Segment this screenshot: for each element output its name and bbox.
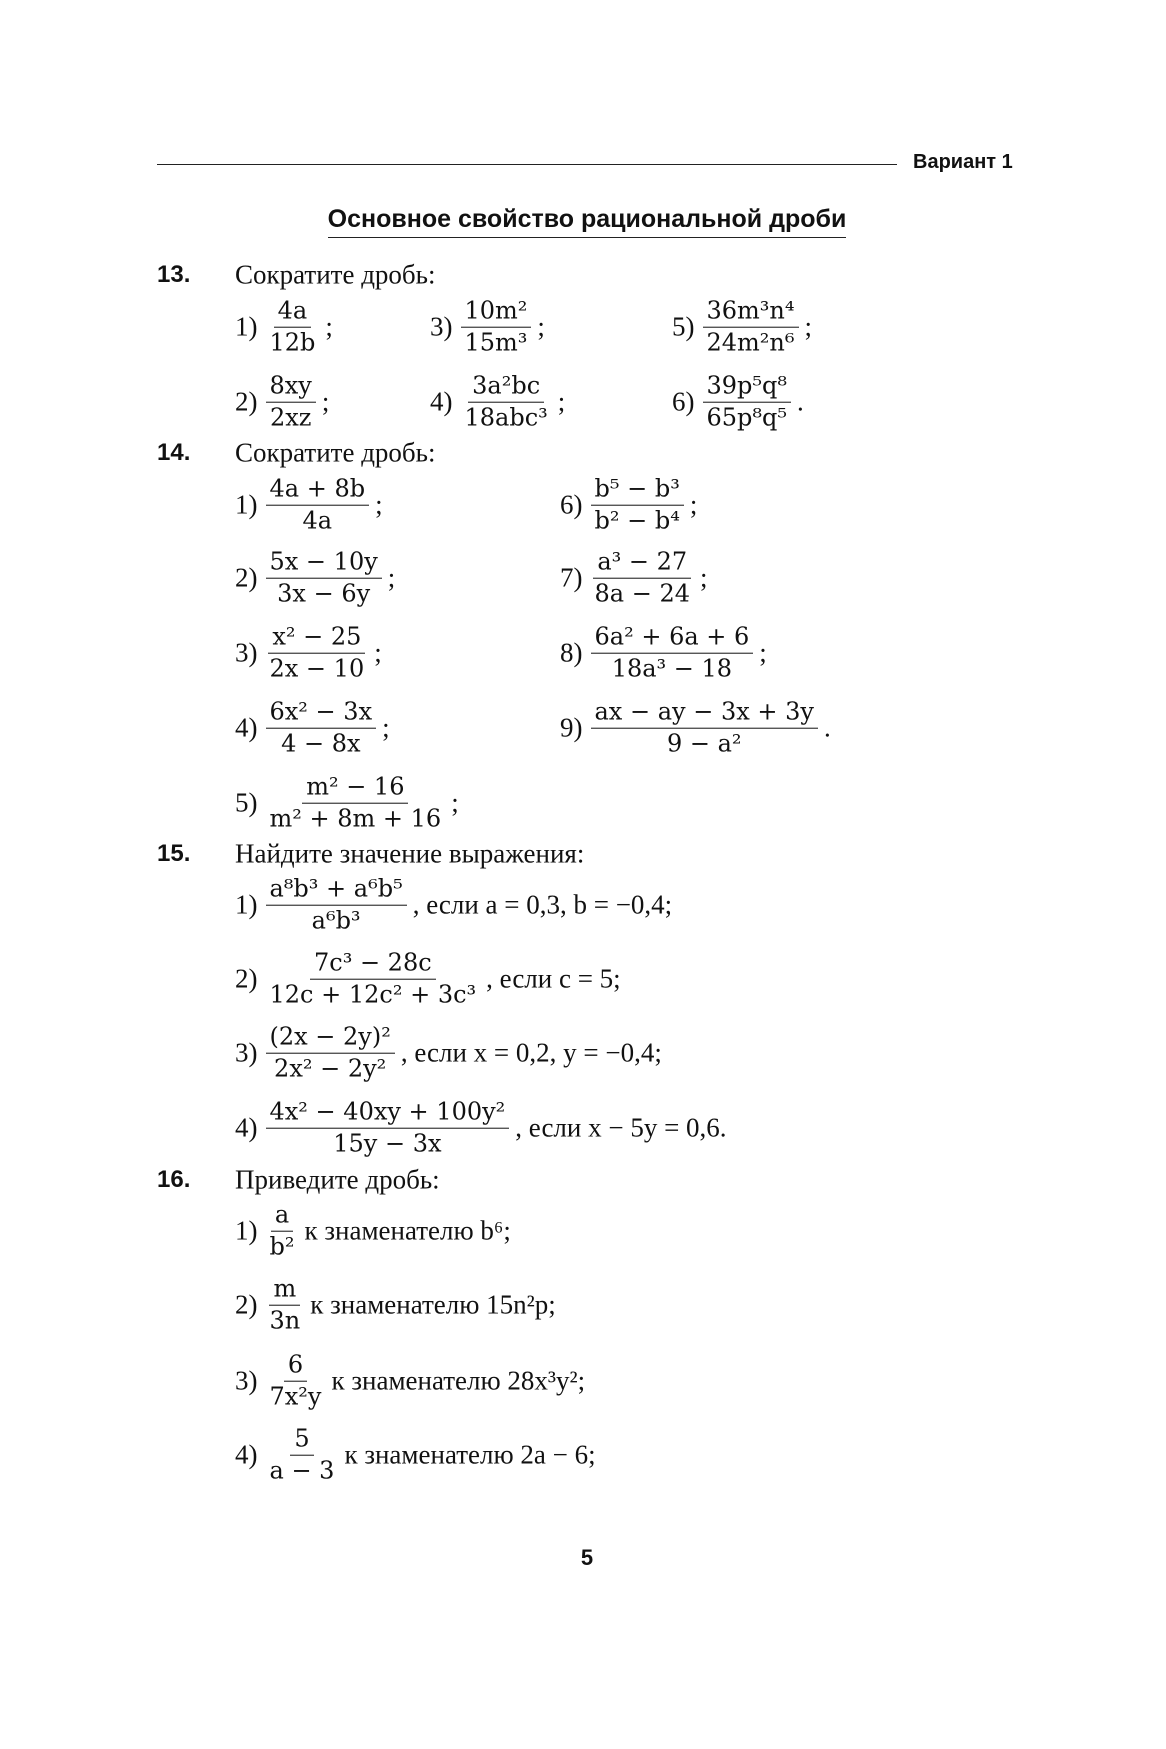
fraction-denominator: 4 − 8x (281, 729, 361, 758)
exercise-item (672, 297, 812, 358)
fraction-denominator: a⁶b³ (311, 906, 361, 935)
exercise-item (560, 698, 831, 759)
header-rule (157, 164, 897, 165)
item-suffix: , если a = 0,3, b = −0,4; (412, 889, 673, 920)
fraction-denominator: 65p⁸q⁵ (706, 403, 788, 432)
fraction-numerator: m (269, 1275, 300, 1306)
fraction-denominator: 2x² − 2y² (274, 1054, 387, 1083)
fraction (266, 875, 407, 936)
item-suffix: ; (804, 311, 813, 342)
variant-label: Вариант 1 (913, 151, 1013, 173)
fraction (266, 1425, 339, 1486)
fraction-denominator: 8a − 24 (594, 579, 690, 608)
exercise-item (235, 1351, 585, 1412)
item-suffix: . (823, 712, 831, 743)
fraction-denominator: b² − b⁴ (594, 506, 680, 535)
fraction-denominator: 24m²n⁶ (706, 328, 795, 357)
fraction-numerator: x² − 25 (268, 623, 365, 654)
item-label: 6) (672, 386, 695, 417)
item-label: 3) (235, 1037, 258, 1068)
exercise-item (235, 1201, 511, 1262)
fraction-denominator: a − 3 (269, 1456, 335, 1485)
fraction (461, 297, 532, 358)
item-suffix: ; (321, 386, 330, 417)
item-label: 2) (235, 562, 258, 593)
exercise-item (235, 623, 382, 684)
fraction (461, 372, 552, 433)
fraction (703, 297, 799, 358)
item-suffix: к знаменателю 2a − 6; (344, 1439, 596, 1470)
item-suffix: ; (382, 712, 390, 743)
item-label: 1) (235, 1215, 258, 1246)
exercise-item (430, 372, 565, 433)
item-suffix: ; (557, 386, 566, 417)
fraction (266, 1201, 299, 1262)
fraction (266, 949, 481, 1010)
task-number: 14. (157, 439, 191, 466)
item-label: 3) (235, 637, 258, 668)
item-label: 2) (235, 963, 258, 994)
fraction-denominator: 12c + 12c² + 3c³ (269, 980, 477, 1009)
fraction-denominator: 9 − a² (666, 729, 742, 758)
item-label: 2) (235, 386, 258, 417)
fraction (703, 372, 792, 433)
task-number: 13. (157, 261, 191, 288)
exercise-item (560, 475, 697, 536)
fraction-numerator: 5 (290, 1425, 313, 1456)
item-label: 1) (235, 489, 258, 520)
item-label: 2) (235, 1289, 258, 1320)
fraction-denominator: 3x − 6y (277, 579, 371, 608)
item-suffix: , если c = 5; (486, 963, 621, 994)
exercise-item (235, 875, 672, 936)
fraction (266, 1351, 326, 1412)
item-suffix: ; (387, 562, 396, 593)
item-label: 5) (672, 311, 695, 342)
fraction (266, 475, 370, 536)
item-suffix: , если x = 0,2, y = −0,4; (400, 1037, 662, 1068)
item-suffix: ; (759, 637, 767, 668)
task-number: 15. (157, 840, 191, 867)
fraction-numerator: m² − 16 (302, 773, 408, 804)
fraction-denominator: 18a³ − 18 (611, 654, 733, 683)
fraction-denominator: 12b (269, 328, 316, 357)
fraction-numerator: 5x − 10y (266, 548, 382, 579)
exercise-item (235, 1098, 727, 1159)
fraction-numerator: 4a (274, 297, 312, 328)
exercise-item (235, 1425, 596, 1486)
fraction-numerator: 39p⁵q⁸ (703, 372, 792, 403)
item-label: 6) (560, 489, 583, 520)
fraction-numerator: 6x² − 3x (266, 698, 377, 729)
exercise-item (235, 372, 329, 433)
item-suffix: к знаменателю 28x³y²; (331, 1365, 586, 1396)
fraction-denominator: b² (269, 1232, 295, 1261)
item-label: 4) (235, 712, 258, 743)
fraction-numerator: 10m² (461, 297, 532, 328)
item-label: 1) (235, 311, 258, 342)
exercise-item (560, 623, 767, 684)
fraction-denominator: 15y − 3x (333, 1129, 442, 1158)
fraction-denominator: 2x − 10 (269, 654, 365, 683)
item-suffix: ; (689, 489, 698, 520)
exercise-item (235, 698, 390, 759)
item-label: 1) (235, 889, 258, 920)
item-label: 3) (430, 311, 453, 342)
fraction (266, 1275, 305, 1336)
item-suffix: ; (375, 489, 383, 520)
fraction (266, 1098, 510, 1159)
fraction-numerator: 3a²bc (468, 372, 544, 403)
item-label: 9) (560, 712, 583, 743)
fraction-numerator: 7c³ − 28c (310, 949, 436, 980)
item-suffix: к знаменателю 15n²p; (310, 1289, 556, 1320)
fraction (591, 623, 754, 684)
fraction-numerator: ax − ay − 3x + 3y (591, 698, 818, 729)
item-suffix: , если x − 5y = 0,6. (515, 1112, 727, 1143)
fraction-numerator: 36m³n⁴ (703, 297, 799, 328)
fraction-denominator: 7x²y (269, 1382, 322, 1411)
item-label: 3) (235, 1365, 258, 1396)
exercise-item (235, 297, 333, 358)
section-title-wrap (0, 205, 1166, 234)
fraction (266, 623, 369, 684)
fraction-numerator: 4x² − 40xy + 100y² (266, 1098, 510, 1129)
exercise-item (235, 949, 621, 1010)
fraction-numerator: a (271, 1201, 293, 1232)
fraction (266, 548, 382, 609)
item-suffix: ; (699, 562, 708, 593)
item-suffix: к знаменателю b⁶; (304, 1215, 511, 1246)
exercise-item (235, 773, 459, 834)
exercise-item (235, 1275, 556, 1336)
fraction-numerator: a⁸b³ + a⁶b⁵ (266, 875, 407, 906)
exercise-item (235, 475, 383, 536)
fraction (591, 475, 684, 536)
item-suffix: ; (325, 311, 333, 342)
fraction-numerator: 6 (284, 1351, 307, 1382)
item-label: 4) (430, 386, 453, 417)
fraction-denominator: 3n (269, 1306, 301, 1335)
fraction (266, 372, 316, 433)
exercise-item (235, 1023, 662, 1084)
page-number: 5 (580, 1545, 594, 1570)
item-suffix: ; (451, 787, 459, 818)
item-label: 5) (235, 787, 258, 818)
task-instruction: Приведите дробь: (235, 1164, 440, 1195)
exercise-item (560, 548, 708, 609)
fraction-denominator: 4a (302, 506, 333, 535)
task-instruction: Найдите значение выражения: (235, 838, 585, 869)
fraction (266, 297, 320, 358)
fraction (266, 1023, 395, 1084)
task-instruction: Сократите дробь: (235, 437, 436, 468)
item-label: 4) (235, 1112, 258, 1143)
fraction-numerator: 8xy (266, 372, 316, 403)
fraction-numerator: 6a² + 6a + 6 (591, 623, 754, 654)
fraction (266, 773, 446, 834)
item-suffix: ; (374, 637, 382, 668)
exercise-item (235, 548, 395, 609)
fraction (591, 698, 818, 759)
item-suffix: ; (537, 311, 545, 342)
task-instruction: Сократите дробь: (235, 259, 436, 290)
fraction (591, 548, 694, 609)
item-label: 8) (560, 637, 583, 668)
task-number: 16. (157, 1166, 191, 1193)
fraction-denominator: 15m³ (464, 328, 528, 357)
fraction-numerator: (2x − 2y)² (266, 1023, 395, 1054)
section-title: Основное свойство рациональной дроби (328, 205, 847, 238)
item-label: 4) (235, 1439, 258, 1470)
fraction-denominator: m² + 8m + 16 (269, 804, 442, 833)
fraction-numerator: a³ − 27 (593, 548, 691, 579)
exercise-item (430, 297, 545, 358)
fraction-denominator: 2xz (269, 403, 312, 432)
item-label: 7) (560, 562, 583, 593)
fraction-numerator: b⁵ − b³ (591, 475, 684, 506)
exercise-item (672, 372, 804, 433)
item-suffix: . (797, 386, 804, 417)
fraction-numerator: 4a + 8b (266, 475, 370, 506)
fraction (266, 698, 377, 759)
fraction-denominator: 18abc³ (464, 403, 548, 432)
